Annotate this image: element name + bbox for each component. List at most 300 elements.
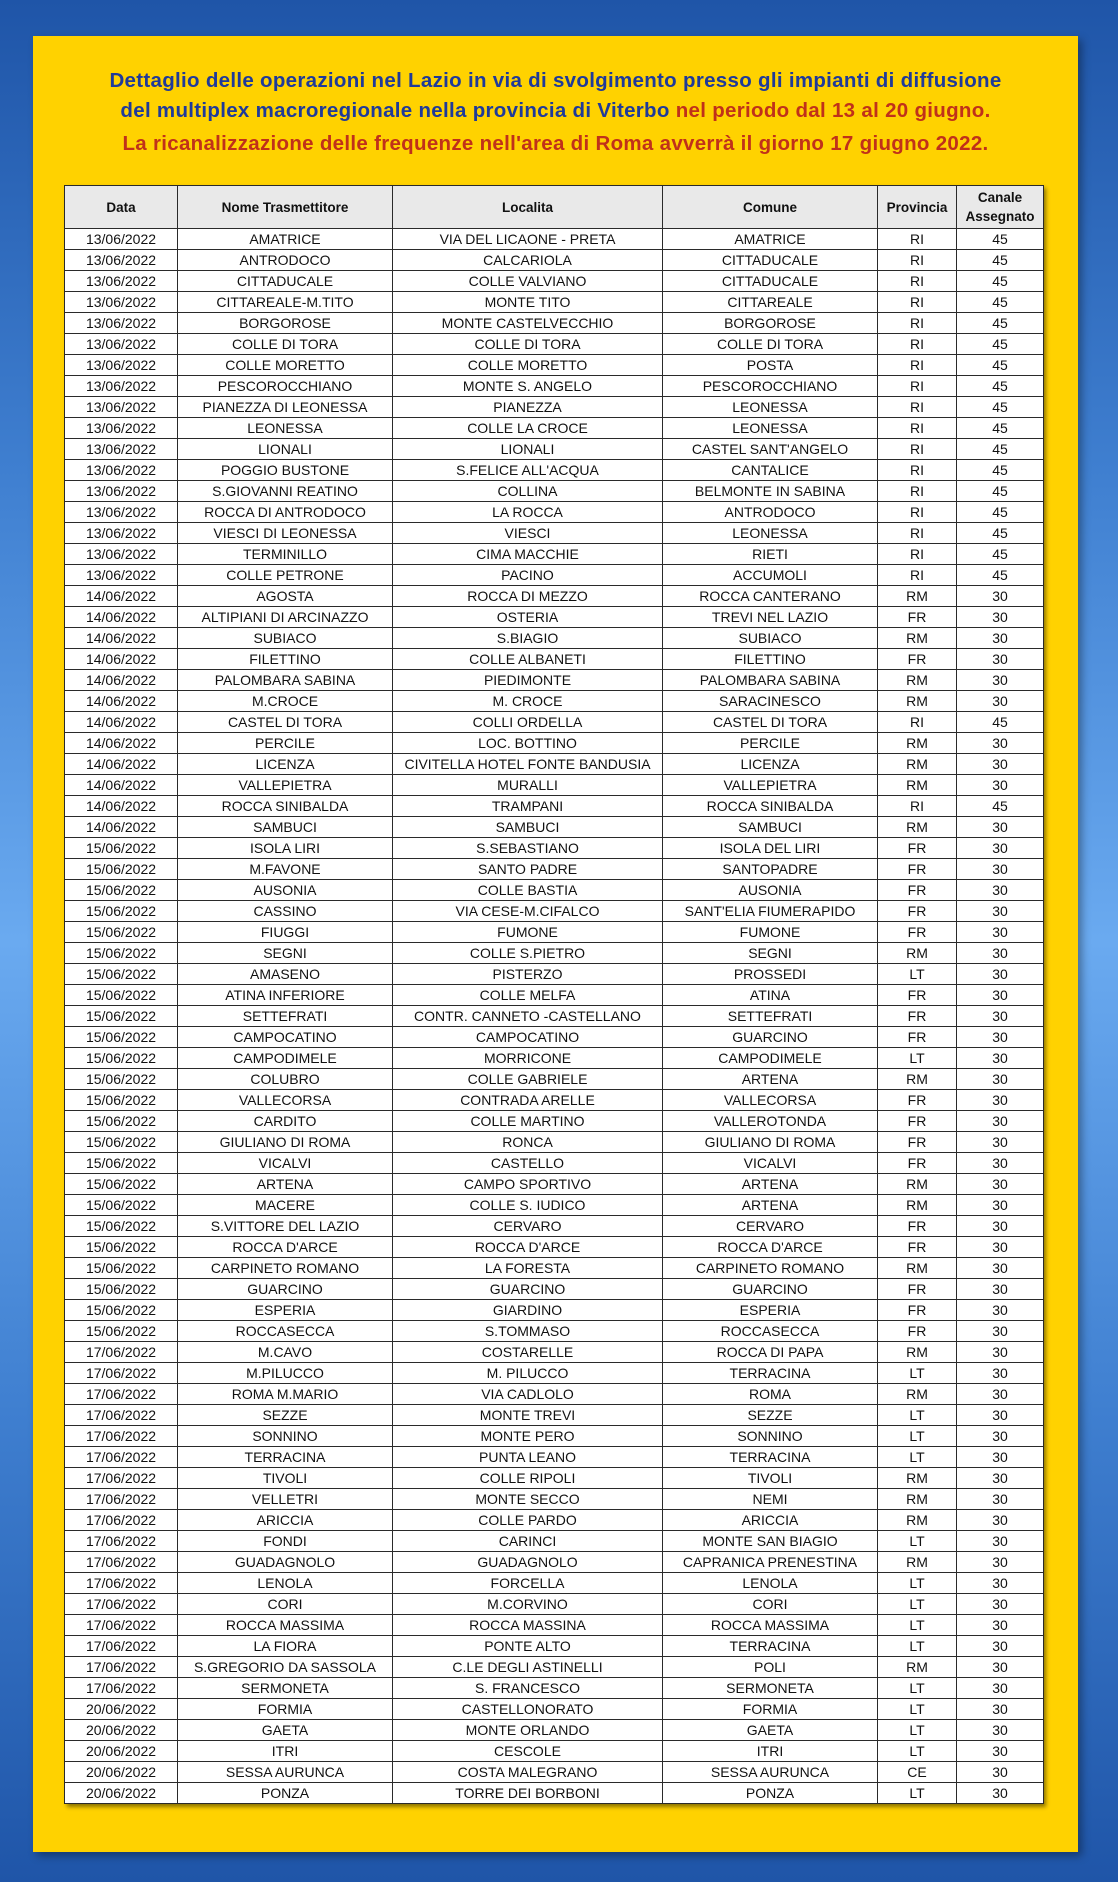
column-header-canale-assegnato: Canale Assegnato [957, 186, 1044, 229]
cell-provincia: FR [878, 1090, 957, 1111]
cell-comune: SANTOPADRE [663, 859, 878, 880]
cell-nome-trasmettitore: COLLE PETRONE [178, 565, 393, 586]
cell-nome-trasmettitore: COLLE MORETTO [178, 355, 393, 376]
cell-comune: CAPRANICA PRENESTINA [663, 1552, 878, 1573]
table-row [65, 1405, 1044, 1426]
cell-nome-trasmettitore: BORGOROSE [178, 313, 393, 334]
cell-canale: 30 [957, 1783, 1044, 1804]
table-row [65, 1216, 1044, 1237]
cell-provincia: RI [878, 481, 957, 502]
cell-data: 14/06/2022 [65, 817, 178, 838]
table-row [65, 670, 1044, 691]
cell-provincia: LT [878, 1783, 957, 1804]
cell-nome-trasmettitore: GIULIANO DI ROMA [178, 1132, 393, 1153]
cell-provincia: FR [878, 859, 957, 880]
cell-localita: RONCA [393, 1132, 663, 1153]
cell-nome-trasmettitore: VALLECORSA [178, 1090, 393, 1111]
table-row [65, 607, 1044, 628]
cell-canale: 30 [957, 1363, 1044, 1384]
cell-nome-trasmettitore: FONDI [178, 1531, 393, 1552]
cell-localita: MONTE TITO [393, 292, 663, 313]
cell-localita: COLLE MARTINO [393, 1111, 663, 1132]
cell-data: 15/06/2022 [65, 1279, 178, 1300]
cell-canale: 30 [957, 586, 1044, 607]
cell-nome-trasmettitore: ARICCIA [178, 1510, 393, 1531]
cell-localita: COLLI ORDELLA [393, 712, 663, 733]
cell-nome-trasmettitore: TIVOLI [178, 1468, 393, 1489]
cell-nome-trasmettitore: AGOSTA [178, 586, 393, 607]
table-row [65, 733, 1044, 754]
cell-canale: 30 [957, 838, 1044, 859]
table-row [65, 544, 1044, 565]
table-row [65, 355, 1044, 376]
cell-comune: CORI [663, 1594, 878, 1615]
cell-nome-trasmettitore: ROMA M.MARIO [178, 1384, 393, 1405]
cell-data: 15/06/2022 [65, 922, 178, 943]
cell-canale: 30 [957, 1069, 1044, 1090]
cell-canale: 30 [957, 1216, 1044, 1237]
cell-comune: GUARCINO [663, 1279, 878, 1300]
cell-provincia: LT [878, 1426, 957, 1447]
cell-canale: 30 [957, 1720, 1044, 1741]
cell-localita: M.CORVINO [393, 1594, 663, 1615]
table-row [65, 397, 1044, 418]
cell-localita: CONTRADA ARELLE [393, 1090, 663, 1111]
cell-localita: CERVARO [393, 1216, 663, 1237]
cell-comune: COLLE DI TORA [663, 334, 878, 355]
cell-comune: ARTENA [663, 1174, 878, 1195]
cell-canale: 30 [957, 1342, 1044, 1363]
table-row [65, 712, 1044, 733]
cell-data: 15/06/2022 [65, 964, 178, 985]
cell-localita: LA ROCCA [393, 502, 663, 523]
cell-nome-trasmettitore: CASSINO [178, 901, 393, 922]
cell-data: 15/06/2022 [65, 1153, 178, 1174]
cell-nome-trasmettitore: ISOLA LIRI [178, 838, 393, 859]
cell-comune: CERVARO [663, 1216, 878, 1237]
cell-nome-trasmettitore: FIUGGI [178, 922, 393, 943]
cell-provincia: FR [878, 1111, 957, 1132]
cell-provincia: RI [878, 292, 957, 313]
cell-localita: GIARDINO [393, 1300, 663, 1321]
table-row [65, 796, 1044, 817]
table-row [65, 1741, 1044, 1762]
cell-provincia: RM [878, 1468, 957, 1489]
cell-localita: CARINCI [393, 1531, 663, 1552]
cell-comune: ACCUMOLI [663, 565, 878, 586]
table-row [65, 922, 1044, 943]
cell-data: 17/06/2022 [65, 1489, 178, 1510]
cell-data: 13/06/2022 [65, 397, 178, 418]
cell-nome-trasmettitore: VIESCI DI LEONESSA [178, 523, 393, 544]
table-row [65, 460, 1044, 481]
table-row [65, 649, 1044, 670]
cell-comune: SESSA AURUNCA [663, 1762, 878, 1783]
table-row [65, 1783, 1044, 1804]
cell-nome-trasmettitore: AMATRICE [178, 229, 393, 250]
cell-provincia: FR [878, 607, 957, 628]
table-row [65, 1720, 1044, 1741]
cell-canale: 30 [957, 1090, 1044, 1111]
cell-comune: TERRACINA [663, 1636, 878, 1657]
cell-canale: 45 [957, 712, 1044, 733]
cell-localita: LOC. BOTTINO [393, 733, 663, 754]
cell-comune: ROCCA MASSIMA [663, 1615, 878, 1636]
cell-provincia: RM [878, 670, 957, 691]
cell-canale: 30 [957, 1300, 1044, 1321]
cell-nome-trasmettitore: VELLETRI [178, 1489, 393, 1510]
cell-comune: ARTENA [663, 1195, 878, 1216]
cell-data: 14/06/2022 [65, 754, 178, 775]
cell-canale: 45 [957, 292, 1044, 313]
cell-localita: COLLE RIPOLI [393, 1468, 663, 1489]
cell-data: 14/06/2022 [65, 670, 178, 691]
table-row [65, 1006, 1044, 1027]
cell-comune: AUSONIA [663, 880, 878, 901]
cell-nome-trasmettitore: GUARCINO [178, 1279, 393, 1300]
cell-localita: COLLE MORETTO [393, 355, 663, 376]
cell-nome-trasmettitore: LICENZA [178, 754, 393, 775]
table-row [65, 565, 1044, 586]
cell-canale: 30 [957, 1048, 1044, 1069]
cell-provincia: RM [878, 1174, 957, 1195]
cell-localita: ROCCA D'ARCE [393, 1237, 663, 1258]
cell-provincia: RM [878, 775, 957, 796]
cell-data: 17/06/2022 [65, 1552, 178, 1573]
cell-canale: 30 [957, 1426, 1044, 1447]
cell-provincia: FR [878, 1216, 957, 1237]
cell-nome-trasmettitore: PONZA [178, 1783, 393, 1804]
table-row [65, 985, 1044, 1006]
cell-canale: 30 [957, 964, 1044, 985]
cell-comune: ROCCASECCA [663, 1321, 878, 1342]
cell-comune: ARICCIA [663, 1510, 878, 1531]
table-row [65, 1615, 1044, 1636]
table-row [65, 1258, 1044, 1279]
operations-table [64, 185, 1044, 1804]
cell-localita: M. CROCE [393, 691, 663, 712]
cell-canale: 30 [957, 775, 1044, 796]
cell-nome-trasmettitore: SUBIACO [178, 628, 393, 649]
cell-data: 15/06/2022 [65, 880, 178, 901]
page-title [33, 66, 1078, 159]
cell-canale: 30 [957, 1384, 1044, 1405]
cell-canale: 45 [957, 355, 1044, 376]
cell-provincia: RM [878, 1657, 957, 1678]
cell-comune: LEONESSA [663, 418, 878, 439]
cell-provincia: RM [878, 1195, 957, 1216]
cell-canale: 45 [957, 229, 1044, 250]
table-row [65, 628, 1044, 649]
table-row [65, 1657, 1044, 1678]
cell-localita: C.LE DEGLI ASTINELLI [393, 1657, 663, 1678]
cell-nome-trasmettitore: PALOMBARA SABINA [178, 670, 393, 691]
cell-data: 13/06/2022 [65, 250, 178, 271]
cell-nome-trasmettitore: CARPINETO ROMANO [178, 1258, 393, 1279]
cell-nome-trasmettitore: ITRI [178, 1741, 393, 1762]
cell-provincia: RM [878, 1342, 957, 1363]
cell-provincia: LT [878, 1741, 957, 1762]
cell-provincia: RI [878, 376, 957, 397]
cell-comune: BELMONTE IN SABINA [663, 481, 878, 502]
cell-comune: CASTEL DI TORA [663, 712, 878, 733]
cell-data: 15/06/2022 [65, 901, 178, 922]
table-row [65, 1195, 1044, 1216]
cell-data: 13/06/2022 [65, 460, 178, 481]
cell-localita: COLLE BASTIA [393, 880, 663, 901]
cell-data: 15/06/2022 [65, 1195, 178, 1216]
cell-nome-trasmettitore: ROCCASECCA [178, 1321, 393, 1342]
cell-provincia: RI [878, 355, 957, 376]
table-row [65, 1363, 1044, 1384]
cell-localita: VIA DEL LICAONE - PRETA [393, 229, 663, 250]
cell-nome-trasmettitore: ARTENA [178, 1174, 393, 1195]
table-row [65, 292, 1044, 313]
cell-comune: VALLEPIETRA [663, 775, 878, 796]
cell-nome-trasmettitore: SERMONETA [178, 1678, 393, 1699]
cell-localita: PONTE ALTO [393, 1636, 663, 1657]
cell-provincia: RI [878, 418, 957, 439]
table-row [65, 313, 1044, 334]
cell-comune: SUBIACO [663, 628, 878, 649]
cell-data: 15/06/2022 [65, 1027, 178, 1048]
table-row [65, 1699, 1044, 1720]
cell-data: 20/06/2022 [65, 1720, 178, 1741]
cell-localita: PUNTA LEANO [393, 1447, 663, 1468]
cell-comune: VALLECORSA [663, 1090, 878, 1111]
cell-canale: 30 [957, 1153, 1044, 1174]
cell-data: 15/06/2022 [65, 1048, 178, 1069]
cell-localita: COSTARELLE [393, 1342, 663, 1363]
cell-canale: 30 [957, 922, 1044, 943]
cell-localita: MONTE CASTELVECCHIO [393, 313, 663, 334]
cell-data: 13/06/2022 [65, 313, 178, 334]
cell-comune: CAMPODIMELE [663, 1048, 878, 1069]
cell-data: 20/06/2022 [65, 1741, 178, 1762]
cell-comune: POSTA [663, 355, 878, 376]
cell-provincia: RI [878, 397, 957, 418]
cell-canale: 45 [957, 523, 1044, 544]
cell-data: 15/06/2022 [65, 1174, 178, 1195]
table-container [64, 185, 1043, 1804]
cell-nome-trasmettitore: GUADAGNOLO [178, 1552, 393, 1573]
cell-nome-trasmettitore: PERCILE [178, 733, 393, 754]
cell-data: 13/06/2022 [65, 355, 178, 376]
cell-localita: VIA CADLOLO [393, 1384, 663, 1405]
cell-provincia: FR [878, 1153, 957, 1174]
table-row [65, 1153, 1044, 1174]
cell-nome-trasmettitore: CITTADUCALE [178, 271, 393, 292]
cell-nome-trasmettitore: COLUBRO [178, 1069, 393, 1090]
cell-comune: CITTAREALE [663, 292, 878, 313]
cell-nome-trasmettitore: SEZZE [178, 1405, 393, 1426]
table-row [65, 1174, 1044, 1195]
cell-localita: ROCCA DI MEZZO [393, 586, 663, 607]
cell-canale: 30 [957, 1531, 1044, 1552]
cell-localita: SAMBUCI [393, 817, 663, 838]
table-row [65, 1489, 1044, 1510]
cell-comune: GIULIANO DI ROMA [663, 1132, 878, 1153]
cell-canale: 30 [957, 1657, 1044, 1678]
cell-comune: ROCCA DI PAPA [663, 1342, 878, 1363]
cell-data: 15/06/2022 [65, 1216, 178, 1237]
cell-data: 14/06/2022 [65, 628, 178, 649]
cell-canale: 30 [957, 691, 1044, 712]
column-header-comune: Comune [663, 186, 878, 229]
table-row [65, 1762, 1044, 1783]
table-row [65, 943, 1044, 964]
cell-nome-trasmettitore: ALTIPIANI DI ARCINAZZO [178, 607, 393, 628]
cell-comune: POLI [663, 1657, 878, 1678]
cell-nome-trasmettitore: CAMPOCATINO [178, 1027, 393, 1048]
cell-canale: 45 [957, 439, 1044, 460]
cell-canale: 45 [957, 796, 1044, 817]
cell-canale: 30 [957, 1321, 1044, 1342]
table-row [65, 1279, 1044, 1300]
cell-comune: PROSSEDI [663, 964, 878, 985]
cell-provincia: FR [878, 1132, 957, 1153]
cell-data: 14/06/2022 [65, 712, 178, 733]
cell-canale: 45 [957, 418, 1044, 439]
cell-provincia: RI [878, 502, 957, 523]
cell-nome-trasmettitore: PESCOROCCHIANO [178, 376, 393, 397]
cell-localita: COLLE DI TORA [393, 334, 663, 355]
cell-provincia: RI [878, 313, 957, 334]
cell-localita: CALCARIOLA [393, 250, 663, 271]
cell-nome-trasmettitore: ROCCA SINIBALDA [178, 796, 393, 817]
cell-nome-trasmettitore: ROCCA D'ARCE [178, 1237, 393, 1258]
cell-comune: CANTALICE [663, 460, 878, 481]
table-row [65, 1048, 1044, 1069]
cell-canale: 30 [957, 880, 1044, 901]
cell-comune: TIVOLI [663, 1468, 878, 1489]
cell-canale: 45 [957, 502, 1044, 523]
table-row [65, 1384, 1044, 1405]
cell-comune: LENOLA [663, 1573, 878, 1594]
cell-comune: FILETTINO [663, 649, 878, 670]
cell-comune: ROCCA SINIBALDA [663, 796, 878, 817]
cell-canale: 30 [957, 1615, 1044, 1636]
cell-comune: PALOMBARA SABINA [663, 670, 878, 691]
cell-localita: ROCCA MASSINA [393, 1615, 663, 1636]
cell-data: 13/06/2022 [65, 292, 178, 313]
cell-data: 17/06/2022 [65, 1447, 178, 1468]
table-row [65, 1447, 1044, 1468]
column-header-provincia: Provincia [878, 186, 957, 229]
cell-provincia: RI [878, 523, 957, 544]
table-row [65, 691, 1044, 712]
cell-nome-trasmettitore: M.CAVO [178, 1342, 393, 1363]
cell-comune: TREVI NEL LAZIO [663, 607, 878, 628]
cell-localita: VIESCI [393, 523, 663, 544]
table-row [65, 229, 1044, 250]
cell-provincia: FR [878, 649, 957, 670]
cell-localita: MONTE S. ANGELO [393, 376, 663, 397]
cell-provincia: RI [878, 439, 957, 460]
cell-localita: COLLE S. IUDICO [393, 1195, 663, 1216]
cell-provincia: LT [878, 1678, 957, 1699]
cell-comune: ISOLA DEL LIRI [663, 838, 878, 859]
cell-provincia: LT [878, 964, 957, 985]
cell-nome-trasmettitore: LA FIORA [178, 1636, 393, 1657]
cell-localita: COLLE MELFA [393, 985, 663, 1006]
table-row [65, 1090, 1044, 1111]
cell-provincia: RM [878, 691, 957, 712]
cell-provincia: RI [878, 544, 957, 565]
column-header-localita: Localita [393, 186, 663, 229]
cell-canale: 30 [957, 1636, 1044, 1657]
title-line-1: Dettaglio delle operazioni nel Lazio in via di svolgimento presso gli impianti di diffusione [109, 69, 1002, 92]
cell-nome-trasmettitore: CITTAREALE-M.TITO [178, 292, 393, 313]
cell-data: 17/06/2022 [65, 1573, 178, 1594]
cell-nome-trasmettitore: LIONALI [178, 439, 393, 460]
cell-nome-trasmettitore: CASTEL DI TORA [178, 712, 393, 733]
cell-provincia: LT [878, 1636, 957, 1657]
table-row [65, 817, 1044, 838]
cell-comune: SEGNI [663, 943, 878, 964]
cell-comune: GUARCINO [663, 1027, 878, 1048]
cell-provincia: RM [878, 754, 957, 775]
cell-localita: CAMPOCATINO [393, 1027, 663, 1048]
cell-nome-trasmettitore: SESSA AURUNCA [178, 1762, 393, 1783]
cell-provincia: RM [878, 628, 957, 649]
cell-localita: M. PILUCCO [393, 1363, 663, 1384]
cell-provincia: LT [878, 1615, 957, 1636]
cell-comune: ROCCA D'ARCE [663, 1237, 878, 1258]
cell-localita: S.SEBASTIANO [393, 838, 663, 859]
cell-localita: CONTR. CANNETO -CASTELLANO [393, 1006, 663, 1027]
cell-canale: 30 [957, 943, 1044, 964]
cell-localita: COLLE S.PIETRO [393, 943, 663, 964]
cell-comune: CARPINETO ROMANO [663, 1258, 878, 1279]
cell-canale: 30 [957, 1195, 1044, 1216]
cell-localita: MORRICONE [393, 1048, 663, 1069]
cell-nome-trasmettitore: ATINA INFERIORE [178, 985, 393, 1006]
cell-nome-trasmettitore: M.PILUCCO [178, 1363, 393, 1384]
cell-data: 17/06/2022 [65, 1405, 178, 1426]
cell-localita: COSTA MALEGRANO [393, 1762, 663, 1783]
cell-nome-trasmettitore: PIANEZZA DI LEONESSA [178, 397, 393, 418]
cell-nome-trasmettitore: CARDITO [178, 1111, 393, 1132]
cell-localita: COLLE GABRIELE [393, 1069, 663, 1090]
table-row [65, 1636, 1044, 1657]
cell-comune: PONZA [663, 1783, 878, 1804]
cell-data: 15/06/2022 [65, 1258, 178, 1279]
cell-provincia: LT [878, 1048, 957, 1069]
table-row [65, 439, 1044, 460]
cell-canale: 30 [957, 1573, 1044, 1594]
cell-nome-trasmettitore: M.FAVONE [178, 859, 393, 880]
cell-canale: 45 [957, 313, 1044, 334]
cell-provincia: LT [878, 1447, 957, 1468]
cell-data: 17/06/2022 [65, 1594, 178, 1615]
table-row [65, 1552, 1044, 1573]
table-body [65, 229, 1044, 1804]
cell-provincia: RM [878, 817, 957, 838]
table-row [65, 775, 1044, 796]
cell-data: 17/06/2022 [65, 1426, 178, 1447]
cell-comune: NEMI [663, 1489, 878, 1510]
cell-provincia: RM [878, 1258, 957, 1279]
cell-nome-trasmettitore: ANTRODOCO [178, 250, 393, 271]
cell-data: 15/06/2022 [65, 943, 178, 964]
cell-data: 17/06/2022 [65, 1678, 178, 1699]
cell-comune: GAETA [663, 1720, 878, 1741]
table-row [65, 1510, 1044, 1531]
cell-data: 15/06/2022 [65, 838, 178, 859]
cell-data: 17/06/2022 [65, 1657, 178, 1678]
cell-canale: 45 [957, 397, 1044, 418]
